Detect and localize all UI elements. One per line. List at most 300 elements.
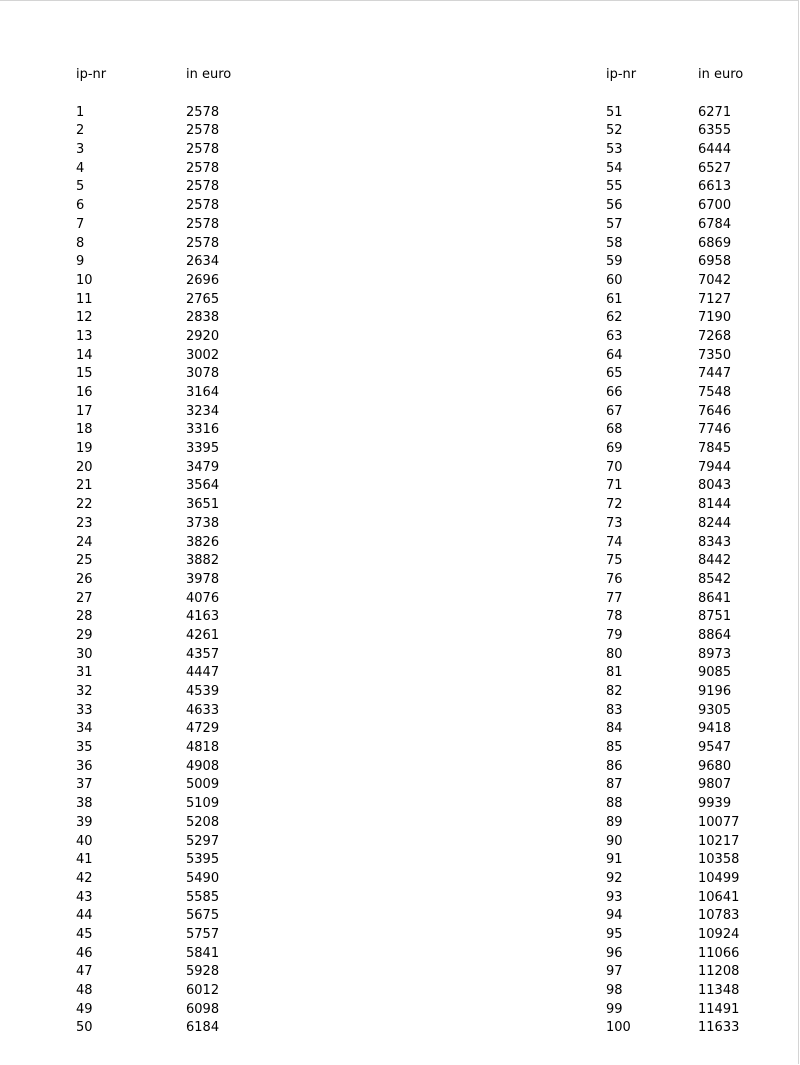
ip-nr-cell: 17 — [76, 403, 93, 419]
ip-nr-cell: 35 — [76, 740, 93, 756]
ip-nr-cell: 58 — [606, 235, 623, 251]
table-row — [606, 160, 768, 179]
ip-nr-cell: 100 — [606, 1020, 631, 1036]
ip-nr-cell: 6 — [76, 198, 85, 214]
table-row — [606, 235, 768, 254]
ip-nr-cell: 72 — [606, 497, 623, 513]
table-row — [606, 1001, 768, 1020]
euro-cell: 5841 — [186, 945, 220, 961]
ip-nr-cell: 24 — [76, 534, 93, 550]
ip-nr-cell: 30 — [76, 646, 93, 662]
euro-cell: 2578 — [186, 123, 220, 139]
ip-nr-cell: 15 — [76, 366, 93, 382]
table-row — [76, 590, 256, 609]
table-row — [606, 758, 768, 777]
euro-cell: 4539 — [186, 684, 220, 699]
ip-nr-cell: 60 — [606, 272, 623, 288]
euro-cell: 4357 — [186, 646, 220, 662]
euro-cell: 11348 — [698, 983, 740, 998]
euro-cell: 6355 — [698, 123, 732, 139]
table-row — [76, 291, 256, 310]
table-row — [76, 683, 256, 702]
euro-cell: 2578 — [186, 216, 220, 232]
ip-nr-cell: 37 — [76, 777, 93, 793]
table-row — [76, 720, 256, 739]
ip-nr-cell: 13 — [76, 328, 93, 344]
ip-nr-cell: 82 — [606, 684, 623, 699]
euro-cell: 6444 — [698, 142, 732, 158]
table-row — [76, 122, 256, 141]
euro-cell: 3978 — [186, 571, 220, 587]
table-row — [76, 758, 256, 777]
euro-cell: 7042 — [698, 272, 732, 288]
euro-cell: 5928 — [186, 964, 220, 980]
ip-nr-cell: 88 — [606, 796, 623, 812]
ip-nr-cell: 48 — [76, 983, 93, 998]
euro-cell: 3316 — [186, 422, 220, 438]
euro-cell: 7845 — [698, 441, 732, 457]
euro-cell: 9680 — [698, 758, 732, 774]
table-row — [606, 963, 768, 982]
ip-nr-cell: 9 — [76, 254, 85, 270]
table-row — [606, 776, 768, 795]
table-row — [606, 178, 768, 197]
table-row — [606, 590, 768, 609]
euro-cell: 6271 — [698, 104, 732, 120]
euro-cell: 6527 — [698, 160, 732, 176]
ip-nr-cell: 66 — [606, 385, 623, 400]
table-row — [76, 776, 256, 795]
euro-cell: 8641 — [698, 590, 732, 606]
ip-nr-cell: 97 — [606, 964, 623, 980]
euro-cell: 9418 — [698, 721, 732, 737]
ip-nr-cell: 8 — [76, 235, 85, 251]
table-row — [76, 608, 256, 627]
euro-cell: 10217 — [698, 833, 740, 849]
ip-nr-cell: 25 — [76, 553, 93, 569]
euro-cell: 2578 — [186, 104, 220, 120]
ip-nr-cell: 7 — [76, 216, 85, 232]
table-row — [606, 552, 768, 571]
table-row — [606, 122, 768, 141]
table-row — [76, 534, 256, 553]
table-row — [606, 646, 768, 665]
table-row — [76, 982, 256, 1001]
euro-cell: 2838 — [186, 310, 220, 326]
euro-cell: 9085 — [698, 665, 732, 681]
ip-nr-cell: 40 — [76, 833, 93, 849]
euro-cell: 8244 — [698, 515, 732, 531]
euro-cell: 4163 — [186, 609, 220, 625]
table-row — [76, 365, 256, 384]
table-row — [76, 347, 256, 366]
table-row — [606, 907, 768, 926]
table-row — [606, 945, 768, 964]
table-row — [76, 814, 256, 833]
table-row — [76, 384, 256, 403]
euro-cell: 3651 — [186, 497, 220, 513]
euro-cell: 2578 — [186, 179, 220, 195]
euro-cell: 3164 — [186, 385, 220, 400]
ip-nr-cell: 61 — [606, 291, 623, 307]
ip-nr-cell: 54 — [606, 160, 623, 176]
right-rows — [606, 104, 768, 1038]
ip-nr-cell: 76 — [606, 571, 623, 587]
ip-nr-cell: 32 — [76, 684, 93, 699]
euro-cell: 7190 — [698, 310, 732, 326]
right-table — [606, 66, 768, 1038]
euro-cell: 6613 — [698, 179, 732, 195]
ip-nr-cell: 23 — [76, 515, 93, 531]
ip-nr-cell: 10 — [76, 272, 93, 288]
ip-nr-cell: 57 — [606, 216, 623, 232]
ip-nr-cell: 93 — [606, 889, 623, 905]
euro-cell: 7944 — [698, 459, 732, 475]
ip-nr-cell: 95 — [606, 926, 623, 942]
euro-cell: 8973 — [698, 646, 732, 662]
table-row — [76, 216, 256, 235]
euro-cell: 6184 — [186, 1020, 220, 1036]
euro-cell: 7646 — [698, 403, 732, 419]
ip-nr-cell: 43 — [76, 889, 93, 905]
table-row — [606, 571, 768, 590]
table-row — [606, 683, 768, 702]
ip-nr-cell: 67 — [606, 403, 623, 419]
ip-nr-cell: 73 — [606, 515, 623, 531]
euro-cell: 4447 — [186, 665, 220, 681]
ip-nr-cell: 52 — [606, 123, 623, 139]
ip-nr-cell: 53 — [606, 142, 623, 158]
table-row — [76, 403, 256, 422]
euro-cell: 10641 — [698, 889, 740, 905]
euro-cell: 3479 — [186, 459, 220, 475]
ip-nr-cell: 20 — [76, 459, 93, 475]
ip-nr-cell: 94 — [606, 908, 623, 924]
euro-cell: 7548 — [698, 385, 732, 400]
euro-cell: 9196 — [698, 684, 732, 699]
table-row — [606, 1019, 768, 1038]
ip-nr-cell: 89 — [606, 814, 623, 830]
table-row — [76, 795, 256, 814]
table-row — [76, 945, 256, 964]
euro-cell: 10077 — [698, 814, 740, 830]
ip-nr-cell: 14 — [76, 347, 93, 363]
ip-nr-cell: 69 — [606, 441, 623, 457]
euro-cell: 8442 — [698, 553, 732, 569]
table-row — [606, 720, 768, 739]
euro-cell: 10499 — [698, 870, 740, 886]
table-row — [606, 197, 768, 216]
table-row — [76, 141, 256, 160]
euro-cell: 5490 — [186, 870, 220, 886]
table-row — [606, 534, 768, 553]
ip-nr-cell: 78 — [606, 609, 623, 625]
euro-cell: 10358 — [698, 852, 740, 868]
ip-nr-cell: 29 — [76, 627, 93, 643]
table-row — [76, 926, 256, 945]
ip-nr-cell: 75 — [606, 553, 623, 569]
ip-nr-cell: 47 — [76, 964, 93, 980]
euro-cell: 4633 — [186, 702, 220, 718]
euro-cell: 8542 — [698, 571, 732, 587]
euro-cell: 3234 — [186, 403, 220, 419]
ip-nr-cell: 45 — [76, 926, 93, 942]
ip-nr-cell: 34 — [76, 721, 93, 737]
euro-cell: 9939 — [698, 796, 732, 812]
euro-cell: 2920 — [186, 328, 220, 344]
euro-cell: 4261 — [186, 627, 220, 643]
table-row — [76, 253, 256, 272]
ip-nr-cell: 64 — [606, 347, 623, 363]
table-row — [606, 814, 768, 833]
ip-nr-cell: 86 — [606, 758, 623, 774]
table-row — [76, 571, 256, 590]
table-row — [606, 291, 768, 310]
euro-cell: 3882 — [186, 553, 220, 569]
table-row — [606, 272, 768, 291]
ip-nr-cell: 1 — [76, 104, 85, 120]
table-row — [76, 440, 256, 459]
table-row — [76, 197, 256, 216]
ip-nr-cell: 59 — [606, 254, 623, 270]
table-row — [606, 328, 768, 347]
euro-cell: 8343 — [698, 534, 732, 550]
table-row — [76, 1019, 256, 1038]
table-row — [606, 477, 768, 496]
table-row — [76, 1001, 256, 1020]
right-header-row — [606, 66, 768, 85]
table-row — [76, 272, 256, 291]
table-row — [606, 982, 768, 1001]
ip-nr-cell: 71 — [606, 478, 623, 494]
table-row — [76, 235, 256, 254]
ip-nr-cell: 31 — [76, 665, 93, 681]
ip-nr-cell: 42 — [76, 870, 93, 886]
table-row — [606, 440, 768, 459]
ip-nr-cell: 44 — [76, 908, 93, 924]
ip-nr-cell: 38 — [76, 796, 93, 812]
euro-cell: 6012 — [186, 983, 220, 998]
ip-nr-cell: 84 — [606, 721, 623, 737]
euro-cell: 5585 — [186, 889, 220, 905]
table-row — [606, 739, 768, 758]
euro-cell: 10924 — [698, 926, 740, 942]
table-row — [606, 702, 768, 721]
euro-cell: 6958 — [698, 254, 732, 270]
euro-cell: 11066 — [698, 945, 740, 961]
ip-nr-cell: 70 — [606, 459, 623, 475]
table-row — [76, 833, 256, 852]
ip-nr-cell: 85 — [606, 740, 623, 756]
euro-cell: 6700 — [698, 198, 732, 214]
ip-nr-cell: 91 — [606, 852, 623, 868]
table-row — [76, 664, 256, 683]
ip-nr-cell: 28 — [76, 609, 93, 625]
ip-nr-cell: 50 — [76, 1020, 93, 1036]
ip-nr-cell: 62 — [606, 310, 623, 326]
ip-nr-cell: 2 — [76, 123, 85, 139]
left-table — [76, 66, 256, 1038]
euro-cell: 5009 — [186, 777, 220, 793]
table-row — [76, 421, 256, 440]
ip-nr-cell: 79 — [606, 627, 623, 643]
euro-cell: 5109 — [186, 796, 220, 812]
table-row — [76, 496, 256, 515]
table-row — [606, 384, 768, 403]
ip-nr-cell: 96 — [606, 945, 623, 961]
table-row — [606, 889, 768, 908]
table-row — [76, 552, 256, 571]
ip-nr-cell: 16 — [76, 385, 93, 400]
euro-cell: 3826 — [186, 534, 220, 550]
header-ip-nr: ip-nr — [76, 67, 107, 82]
table-row — [606, 627, 768, 646]
ip-nr-cell: 65 — [606, 366, 623, 382]
ip-nr-cell: 27 — [76, 590, 93, 606]
euro-cell: 7350 — [698, 347, 732, 363]
euro-cell: 4908 — [186, 758, 220, 774]
euro-cell: 6869 — [698, 235, 732, 251]
table-row — [76, 309, 256, 328]
euro-cell: 2765 — [186, 291, 220, 307]
ip-nr-cell: 5 — [76, 179, 85, 195]
euro-cell: 7127 — [698, 291, 732, 307]
table-row — [606, 833, 768, 852]
table-row — [606, 216, 768, 235]
ip-nr-cell: 33 — [76, 702, 93, 718]
euro-cell: 4818 — [186, 740, 220, 756]
euro-cell: 4076 — [186, 590, 220, 606]
header-in-euro: in euro — [698, 67, 744, 82]
ip-nr-cell: 83 — [606, 702, 623, 718]
table-row — [606, 403, 768, 422]
ip-nr-cell: 99 — [606, 1001, 623, 1017]
table-row — [76, 627, 256, 646]
euro-cell: 5208 — [186, 814, 220, 830]
table-row — [76, 889, 256, 908]
table-row — [606, 309, 768, 328]
table-row — [606, 515, 768, 534]
euro-cell: 2696 — [186, 272, 220, 288]
ip-nr-cell: 74 — [606, 534, 623, 550]
ip-nr-cell: 51 — [606, 104, 623, 120]
ip-nr-cell: 80 — [606, 646, 623, 662]
ip-nr-cell: 26 — [76, 571, 93, 587]
table-row — [76, 328, 256, 347]
table-row — [76, 851, 256, 870]
euro-cell: 2578 — [186, 142, 220, 158]
ip-nr-cell: 36 — [76, 758, 93, 774]
table-row — [606, 795, 768, 814]
ip-nr-cell: 12 — [76, 310, 93, 326]
ip-nr-cell: 98 — [606, 983, 623, 998]
table-row — [76, 739, 256, 758]
table-row — [76, 870, 256, 889]
euro-cell: 11633 — [698, 1020, 740, 1036]
table-row — [76, 459, 256, 478]
ip-nr-cell: 22 — [76, 497, 93, 513]
euro-cell: 2578 — [186, 198, 220, 214]
table-row — [76, 515, 256, 534]
euro-cell: 3564 — [186, 478, 220, 494]
euro-cell: 3738 — [186, 515, 220, 531]
left-rows — [76, 104, 256, 1038]
table-row — [76, 178, 256, 197]
table-row — [606, 926, 768, 945]
ip-nr-cell: 21 — [76, 478, 93, 494]
euro-cell: 5757 — [186, 926, 220, 942]
euro-cell: 5395 — [186, 852, 220, 868]
euro-cell: 5297 — [186, 833, 220, 849]
table-row — [76, 646, 256, 665]
table-row — [606, 104, 768, 123]
euro-cell: 2634 — [186, 254, 220, 270]
table-row — [606, 496, 768, 515]
table-row — [606, 421, 768, 440]
ip-nr-cell: 55 — [606, 179, 623, 195]
table-row — [606, 608, 768, 627]
table-row — [76, 160, 256, 179]
euro-cell: 9305 — [698, 702, 732, 718]
ip-nr-cell: 77 — [606, 590, 623, 606]
header-ip-nr: ip-nr — [606, 67, 637, 82]
table-row — [76, 702, 256, 721]
ip-nr-cell: 81 — [606, 665, 623, 681]
euro-cell: 2578 — [186, 235, 220, 251]
euro-cell: 3078 — [186, 366, 220, 382]
euro-cell: 7746 — [698, 422, 732, 438]
euro-cell: 3002 — [186, 347, 220, 363]
ip-nr-cell: 68 — [606, 422, 623, 438]
ip-nr-cell: 39 — [76, 814, 93, 830]
euro-cell: 6784 — [698, 216, 732, 232]
euro-cell: 7447 — [698, 366, 732, 382]
ip-nr-cell: 11 — [76, 291, 93, 307]
ip-nr-cell: 18 — [76, 422, 93, 438]
ip-nr-cell: 46 — [76, 945, 93, 961]
ip-nr-cell: 19 — [76, 441, 93, 457]
ip-nr-cell: 4 — [76, 160, 85, 176]
ip-nr-cell: 49 — [76, 1001, 93, 1017]
ip-nr-cell: 90 — [606, 833, 623, 849]
left-header-row — [76, 66, 256, 85]
table-row — [76, 477, 256, 496]
euro-cell: 5675 — [186, 908, 220, 924]
table-row — [606, 347, 768, 366]
euro-cell: 9807 — [698, 777, 732, 793]
euro-cell: 4729 — [186, 721, 220, 737]
euro-cell: 8144 — [698, 497, 732, 513]
euro-cell: 8751 — [698, 609, 732, 625]
euro-cell: 2578 — [186, 160, 220, 176]
table-row — [606, 664, 768, 683]
ip-nr-cell: 41 — [76, 852, 93, 868]
header-in-euro: in euro — [186, 67, 232, 82]
ip-nr-cell: 87 — [606, 777, 623, 793]
euro-cell: 10783 — [698, 908, 740, 924]
ip-nr-cell: 3 — [76, 142, 85, 158]
euro-cell: 11208 — [698, 964, 740, 980]
euro-cell: 6098 — [186, 1001, 220, 1017]
table-row — [76, 104, 256, 123]
euro-cell: 8864 — [698, 627, 732, 643]
table-row — [76, 963, 256, 982]
euro-cell: 11491 — [698, 1001, 740, 1017]
table-row — [606, 365, 768, 384]
table-row — [606, 253, 768, 272]
euro-cell: 9547 — [698, 740, 732, 756]
euro-cell: 3395 — [186, 441, 220, 457]
